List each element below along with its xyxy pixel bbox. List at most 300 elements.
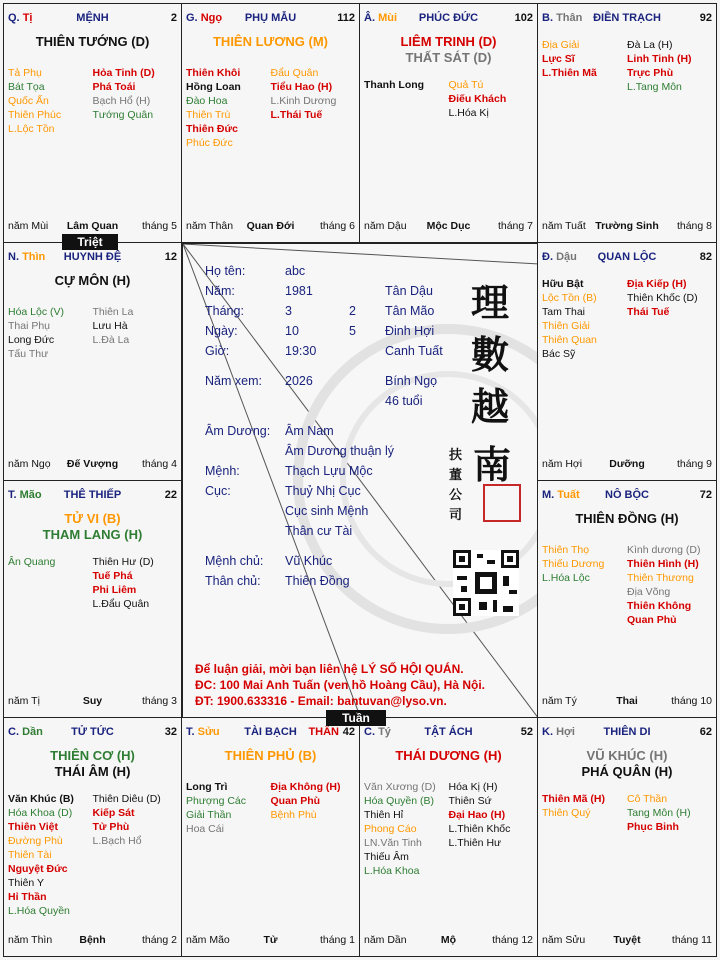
palace-name: QUAN LỘC xyxy=(597,251,657,263)
palace-month: tháng 5 xyxy=(141,220,177,232)
palace-header xyxy=(186,726,355,742)
palace-stem: B. xyxy=(542,12,553,24)
minor-star: Thiên Việt xyxy=(8,821,58,833)
minor-star: Thiếu Âm xyxy=(364,851,409,863)
minor-star: Hóa Kị (H) xyxy=(448,781,498,793)
minor-star: L.Hóa Khoa xyxy=(364,865,420,877)
minor-star: Thiên Không xyxy=(627,600,692,612)
palace-stem: C. xyxy=(8,726,19,738)
main-star: THÁI ÂM (H) xyxy=(54,764,131,779)
palace-footer xyxy=(186,220,355,234)
minor-star: Hoa Cái xyxy=(186,823,224,835)
main-stars xyxy=(360,748,537,764)
palace-month: tháng 6 xyxy=(319,220,355,232)
main-star: THẤT SÁT (D) xyxy=(405,50,492,65)
main-star: CỰ MÔN (H) xyxy=(54,273,131,288)
palace-year: năm Mão xyxy=(186,934,230,946)
label-cuc: Cục: xyxy=(205,484,231,498)
minor-star: Điếu Khách xyxy=(448,93,507,105)
minor-star: Quả Tú xyxy=(448,79,484,91)
palace-mui[interactable] xyxy=(359,3,538,243)
minor-star: Hỏa Tinh (D) xyxy=(92,67,155,79)
palace-age: 82 xyxy=(699,251,712,263)
palace-month: tháng 9 xyxy=(676,458,712,470)
minor-star: Thiên Quan xyxy=(542,334,597,346)
minor-star: Thiên Khôi xyxy=(186,67,241,79)
minor-star: Bát Tọa xyxy=(8,81,45,93)
value-tuoi: 46 tuổi xyxy=(385,394,423,408)
minor-star: Thiên Y xyxy=(8,877,44,889)
palace-stage: Thai xyxy=(616,695,638,707)
palace-footer xyxy=(8,695,177,709)
palace-header xyxy=(8,12,177,28)
minor-star: Thiếu Dương xyxy=(542,558,605,570)
value-cuc-2: Cục sinh Mệnh xyxy=(285,504,369,518)
minor-star: Đẩu Quân xyxy=(270,67,319,79)
minor-stars xyxy=(542,277,712,427)
palace-footer xyxy=(364,934,533,948)
main-stars xyxy=(4,511,181,543)
palace-name: THIÊN DI xyxy=(603,726,651,738)
palace-stage: Mộc Dục xyxy=(426,220,471,232)
palace-stage: Trường Sinh xyxy=(595,220,659,232)
palace-stage: Quan Đới xyxy=(246,220,295,232)
minor-star: Thiên Sứ xyxy=(448,795,492,807)
palace-header xyxy=(8,251,177,267)
palace-age: 72 xyxy=(699,489,712,501)
minor-star: Thiên Quý xyxy=(542,807,591,819)
label-thang: Tháng: xyxy=(205,304,244,318)
minor-star: Thiên Trù xyxy=(186,109,231,121)
minor-stars-right xyxy=(93,555,178,611)
minor-star: Thiên Đức xyxy=(186,123,238,135)
palace-year: năm Sửu xyxy=(542,934,586,946)
palace-branch: Sửu xyxy=(197,726,220,738)
minor-star: Thiên La xyxy=(92,306,134,318)
minor-star: Trực Phù xyxy=(627,67,674,79)
palace-name: MỆNH xyxy=(76,12,109,24)
minor-star: Thiên Phúc xyxy=(8,109,62,121)
minor-star: Thiên Thương xyxy=(627,572,694,584)
minor-star: Hóa Khoa (D) xyxy=(8,807,73,819)
palace-name: PHÚC ĐỨC xyxy=(418,12,479,24)
seal-char-4: 南 xyxy=(473,442,512,487)
seal-char-2: 數 xyxy=(471,332,510,377)
palace-stem: Q. xyxy=(8,12,20,24)
triet-tag: Triệt xyxy=(62,234,118,250)
minor-star: Nguyệt Đức xyxy=(8,863,68,875)
palace-branch: Tị xyxy=(22,12,33,24)
minor-stars-right xyxy=(271,780,356,822)
minor-star: Phong Cáo xyxy=(364,823,417,835)
palace-header xyxy=(186,12,355,28)
minor-stars xyxy=(364,780,533,930)
palace-branch: Thân xyxy=(556,12,583,24)
palace-ngo[interactable] xyxy=(181,3,360,243)
minor-star: Thiên Mã (H) xyxy=(542,793,605,805)
palace-year: năm Hợi xyxy=(542,458,583,470)
minor-star: Quốc Ấn xyxy=(8,95,49,107)
main-star: THIÊN ĐỒNG (H) xyxy=(575,511,679,526)
minor-star: L.Đẩu Quân xyxy=(92,598,150,610)
minor-stars-left xyxy=(8,792,93,918)
minor-star: Bác Sỹ xyxy=(542,348,576,360)
minor-star: Thiên Diêu (D) xyxy=(92,793,161,805)
palace-branch: Tý xyxy=(378,726,391,738)
minor-star: Thanh Long xyxy=(364,79,425,91)
palace-header xyxy=(364,12,533,28)
palace-branch: Tuất xyxy=(557,489,580,501)
minor-stars-left xyxy=(186,780,271,836)
minor-star: Hóa Quyền (B) xyxy=(364,795,435,807)
palace-name: TÀI BẠCH xyxy=(244,726,297,738)
label-menh: Mệnh: xyxy=(205,464,240,478)
label-nam-xem: Năm xem: xyxy=(205,374,262,388)
minor-stars-right xyxy=(93,66,178,122)
minor-stars-right xyxy=(93,305,178,347)
palace-age: 102 xyxy=(514,12,533,24)
value-am-duong: Âm Nam xyxy=(285,424,334,438)
minor-star: Bạch Hổ (H) xyxy=(92,95,151,107)
palace-branch: Thìn xyxy=(22,251,46,263)
main-star: THÁI DƯƠNG (H) xyxy=(395,748,502,763)
label-ho-ten: Họ tên: xyxy=(205,264,246,278)
minor-star: Thai Phụ xyxy=(8,320,51,332)
palace-name: HUYNH ĐỆ xyxy=(63,251,122,263)
main-star: THIÊN LƯƠNG (M) xyxy=(212,34,329,49)
contact-line-3[interactable]: ĐT: 1900.633316 - Email: bantuvan@lyso.vn. xyxy=(195,694,447,708)
main-star: THAM LANG (H) xyxy=(42,527,143,542)
value-cuc: Thuỷ Nhị Cục xyxy=(285,484,361,498)
minor-star: Thiên Khốc (D) xyxy=(627,292,698,304)
minor-star: Kiếp Sát xyxy=(92,807,135,819)
minor-star: Đại Hao (H) xyxy=(448,809,506,821)
palace-mao[interactable] xyxy=(3,480,182,718)
minor-star: L.Thiên Hư xyxy=(448,837,502,849)
than-marker: THÂN xyxy=(308,726,339,738)
palace-branch: Dần xyxy=(22,726,43,738)
minor-star: Văn Khúc (B) xyxy=(8,793,74,805)
red-seal-stamp xyxy=(483,484,521,522)
label-ngay: Ngày: xyxy=(205,324,238,338)
value-menh-chu: Vũ Khúc xyxy=(285,554,333,568)
minor-stars xyxy=(8,555,177,705)
minor-star: Phục Binh xyxy=(627,821,679,833)
minor-star: Kình dương (D) xyxy=(627,544,701,556)
palace-age: 12 xyxy=(164,251,177,263)
palace-tuat[interactable] xyxy=(537,480,717,718)
main-star: THIÊN PHỦ (B) xyxy=(224,748,317,763)
value-thang: 3 xyxy=(285,304,292,318)
palace-footer xyxy=(8,458,177,472)
minor-star: Bệnh Phù xyxy=(270,809,317,821)
minor-star: Lưu Hà xyxy=(92,320,128,332)
palace-dau[interactable] xyxy=(537,242,717,481)
value-ho-ten: abc xyxy=(285,264,306,278)
minor-stars-left xyxy=(8,555,93,569)
minor-star: Tang Môn (H) xyxy=(627,807,691,819)
value-gio-can: Canh Tuất xyxy=(385,344,443,358)
center-info-panel xyxy=(182,243,538,718)
minor-stars-right xyxy=(627,792,712,834)
value-menh: Thạch Lựu Mộc xyxy=(285,464,373,478)
palace-age: 32 xyxy=(164,726,177,738)
palace-month: tháng 10 xyxy=(671,695,712,707)
minor-stars xyxy=(8,792,177,942)
tuan-tag: Tuần xyxy=(326,710,386,726)
palace-year: năm Dần xyxy=(364,934,407,946)
contact-line-2: ĐC: 100 Mai Anh Tuấn (ven hồ Hoàng Cầu), Hà Nội. xyxy=(195,678,486,692)
palace-footer xyxy=(8,220,177,234)
palace-header xyxy=(542,251,712,267)
main-star: LIÊM TRINH (D) xyxy=(400,34,497,49)
palace-year: năm Tị xyxy=(8,695,40,707)
minor-stars-left xyxy=(542,792,627,820)
palace-header xyxy=(8,489,177,505)
palace-thin[interactable] xyxy=(3,242,182,481)
palace-age: 22 xyxy=(164,489,177,501)
minor-star: Thiên Giải xyxy=(542,320,590,332)
palace-stem: M. xyxy=(542,489,555,501)
palace-suu[interactable] xyxy=(181,717,360,957)
minor-stars-left xyxy=(364,78,449,92)
minor-star: Hóa Lộc (V) xyxy=(8,306,65,318)
palace-header xyxy=(542,726,712,742)
minor-stars xyxy=(364,78,533,228)
minor-stars-left xyxy=(8,305,93,361)
minor-stars-right xyxy=(449,78,534,120)
palace-stage: Dưỡng xyxy=(609,458,645,470)
minor-star: LN.Văn Tinh xyxy=(364,837,422,849)
palace-year: năm Tuất xyxy=(542,220,586,232)
seal-small-1: 扶 xyxy=(449,448,463,463)
palace-than[interactable] xyxy=(537,3,717,243)
palace-month: tháng 1 xyxy=(319,934,355,946)
main-stars xyxy=(4,273,181,289)
value-nam-xem: 2026 xyxy=(285,374,313,388)
minor-star: Địa Võng xyxy=(627,586,671,598)
minor-star: L.Tang Môn xyxy=(627,81,682,93)
palace-stem: G. xyxy=(186,12,198,24)
palace-name: TẬT ÁCH xyxy=(424,726,473,738)
palace-dan[interactable] xyxy=(3,717,182,957)
palace-name: ĐIỀN TRẠCH xyxy=(593,12,661,24)
aspect-line-to-dau xyxy=(183,244,538,264)
palace-branch: Mùi xyxy=(378,12,398,24)
main-star: VŨ KHÚC (H) xyxy=(586,748,668,763)
palace-age: 62 xyxy=(699,726,712,738)
palace-stem: Â. xyxy=(364,12,375,24)
palace-hoi[interactable] xyxy=(537,717,717,957)
minor-star: L.Bạch Hổ xyxy=(92,835,142,847)
palace-month: tháng 3 xyxy=(141,695,177,707)
palace-stem: C. xyxy=(364,726,375,738)
minor-stars-left xyxy=(542,277,627,361)
value-nam: 1981 xyxy=(285,284,313,298)
minor-star: L.Thiên Khốc xyxy=(448,823,511,835)
minor-stars-right xyxy=(627,277,712,319)
minor-stars-left xyxy=(542,38,627,80)
palace-branch: Hợi xyxy=(556,726,575,738)
main-stars xyxy=(538,748,716,780)
palace-stem: T. xyxy=(8,489,17,501)
palace-stem: N. xyxy=(8,251,19,263)
minor-stars xyxy=(542,38,712,188)
minor-star: Thiên Hư (D) xyxy=(92,556,154,568)
minor-star: Tam Thai xyxy=(542,306,585,318)
minor-star: Giải Thần xyxy=(186,809,232,821)
contact-line-1: Để luận giải, mời bạn liên hệ LÝ SỐ HỘI QUÁN. xyxy=(195,662,464,676)
minor-stars-left xyxy=(8,66,93,136)
minor-star: L.Thái Tuế xyxy=(270,109,323,121)
minor-star: Tả Phụ xyxy=(8,67,42,79)
palace-branch: Ngọ xyxy=(200,12,223,24)
minor-stars-right xyxy=(449,780,534,850)
minor-star: Địa Kiếp (H) xyxy=(627,278,687,290)
minor-stars xyxy=(186,780,355,930)
minor-star: Ân Quang xyxy=(8,556,56,568)
palace-name: TỬ TỨC xyxy=(71,726,114,738)
value-nam-xem-can: Bính Ngọ xyxy=(385,374,438,388)
minor-star: Linh Tinh (H) xyxy=(627,53,692,65)
palace-stage: Đế Vượng xyxy=(66,458,119,470)
palace-name: NÔ BỘC xyxy=(605,489,649,501)
value-ngay-am: 5 xyxy=(349,324,356,338)
minor-star: Hồng Loan xyxy=(186,81,241,93)
palace-ty[interactable] xyxy=(359,717,538,957)
palace-stage: Bệnh xyxy=(79,934,106,946)
minor-stars xyxy=(542,543,712,693)
palace-year: năm Dậu xyxy=(364,220,407,232)
palace-year: năm Tý xyxy=(542,695,577,707)
minor-star: Địa Giải xyxy=(542,39,580,51)
minor-star: L.Thiên Mã xyxy=(542,67,597,79)
minor-star: Cô Thần xyxy=(627,793,668,805)
palace-header xyxy=(542,489,712,505)
palace-footer xyxy=(186,934,355,948)
label-than-chu: Thân chủ: xyxy=(205,574,261,588)
palace-stage: Mộ xyxy=(440,934,457,946)
minor-star: Hỉ Thần xyxy=(8,891,47,903)
minor-star: Thiên Hỉ xyxy=(364,809,404,821)
minor-star: L.Hóa Lộc xyxy=(542,572,590,584)
minor-star: Phúc Đức xyxy=(186,137,233,149)
main-stars xyxy=(182,748,359,764)
palace-ti[interactable] xyxy=(3,3,182,243)
minor-star: Phá Toái xyxy=(92,81,136,93)
minor-stars xyxy=(8,66,177,216)
minor-star: Hữu Bật xyxy=(542,278,584,290)
palace-footer xyxy=(8,934,177,948)
main-star: THIÊN CƠ (H) xyxy=(50,748,135,763)
minor-star: Đà La (H) xyxy=(627,39,673,51)
palace-age: 52 xyxy=(520,726,533,738)
palace-month: tháng 12 xyxy=(492,934,533,946)
main-star: PHÁ QUÂN (H) xyxy=(581,764,673,779)
palace-month: tháng 2 xyxy=(141,934,177,946)
palace-footer xyxy=(542,458,712,472)
palace-stage: Lâm Quan xyxy=(66,220,119,232)
palace-footer xyxy=(542,220,712,234)
minor-star: Đường Phù xyxy=(8,835,63,847)
palace-stem: Đ. xyxy=(542,251,553,263)
label-nam: Năm: xyxy=(205,284,235,298)
label-am-duong: Âm Dương: xyxy=(205,424,271,438)
palace-footer xyxy=(364,220,533,234)
minor-star: Lực Sĩ xyxy=(542,53,575,65)
palace-age: 92 xyxy=(699,12,712,24)
value-am-duong-2: Âm Dương thuận lý xyxy=(285,444,394,458)
main-stars xyxy=(182,34,359,50)
palace-stage: Tuyệt xyxy=(613,934,641,946)
qr-code[interactable] xyxy=(453,550,519,616)
seal-small-3: 公 xyxy=(449,488,463,503)
seal-char-3: 越 xyxy=(471,384,510,429)
minor-stars-right xyxy=(627,543,712,627)
palace-stage: Tử xyxy=(263,934,278,946)
palace-age: 42 xyxy=(342,726,355,738)
main-star: TỬ VI (B) xyxy=(64,511,121,526)
value-nam-can: Tân Dậu xyxy=(385,284,433,298)
minor-star: L.Hóa Kị xyxy=(448,107,489,119)
label-gio: Giờ: xyxy=(205,344,230,358)
minor-star: Thiên Hình (H) xyxy=(627,558,699,570)
label-menh-chu: Mệnh chủ: xyxy=(205,554,264,568)
minor-star: L.Đà La xyxy=(92,334,130,346)
value-gio: 19:30 xyxy=(285,344,317,358)
minor-star: Quan Phù xyxy=(270,795,321,807)
minor-star: Thiên Thọ xyxy=(542,544,590,556)
minor-star: Lộc Tồn (B) xyxy=(542,292,597,304)
palace-branch: Dậu xyxy=(556,251,577,263)
palace-year: năm Mùi xyxy=(8,220,49,232)
minor-star: Thái Tuế xyxy=(627,306,670,318)
minor-star: Quan Phủ xyxy=(627,614,677,626)
minor-star: Long Trì xyxy=(186,781,228,793)
palace-name: THÊ THIẾP xyxy=(63,489,122,501)
minor-star: Văn Xương (D) xyxy=(364,781,436,793)
minor-star: Phượng Các xyxy=(186,795,247,807)
minor-star: Tuế Phá xyxy=(92,570,133,582)
minor-stars-left xyxy=(186,66,271,150)
palace-age: 2 xyxy=(170,12,177,24)
minor-stars xyxy=(8,305,177,455)
value-thang-am: 2 xyxy=(349,304,356,318)
palace-month: tháng 8 xyxy=(676,220,712,232)
minor-star: Tử Phù xyxy=(92,821,130,833)
palace-year: năm Thìn xyxy=(8,934,53,946)
seal-char-1: 理 xyxy=(471,280,510,325)
main-stars xyxy=(360,34,537,66)
minor-star: Phi Liêm xyxy=(92,584,137,596)
palace-branch: Mão xyxy=(19,489,42,501)
palace-month: tháng 7 xyxy=(497,220,533,232)
main-stars xyxy=(538,511,716,527)
palace-header xyxy=(8,726,177,742)
minor-stars-right xyxy=(93,792,178,848)
palace-name: PHỤ MẪU xyxy=(244,12,297,24)
value-ngay: 10 xyxy=(285,324,299,338)
palace-year: năm Thân xyxy=(186,220,234,232)
minor-star: L.Hóa Quyền xyxy=(8,905,70,917)
palace-stem: T. xyxy=(186,726,195,738)
minor-star: Tiểu Hao (H) xyxy=(270,81,333,93)
main-stars xyxy=(4,34,181,50)
palace-month: tháng 11 xyxy=(671,934,712,946)
minor-stars-right xyxy=(627,38,712,94)
value-cuc-3: Thân cư Tài xyxy=(285,524,353,538)
palace-year: năm Ngọ xyxy=(8,458,51,470)
